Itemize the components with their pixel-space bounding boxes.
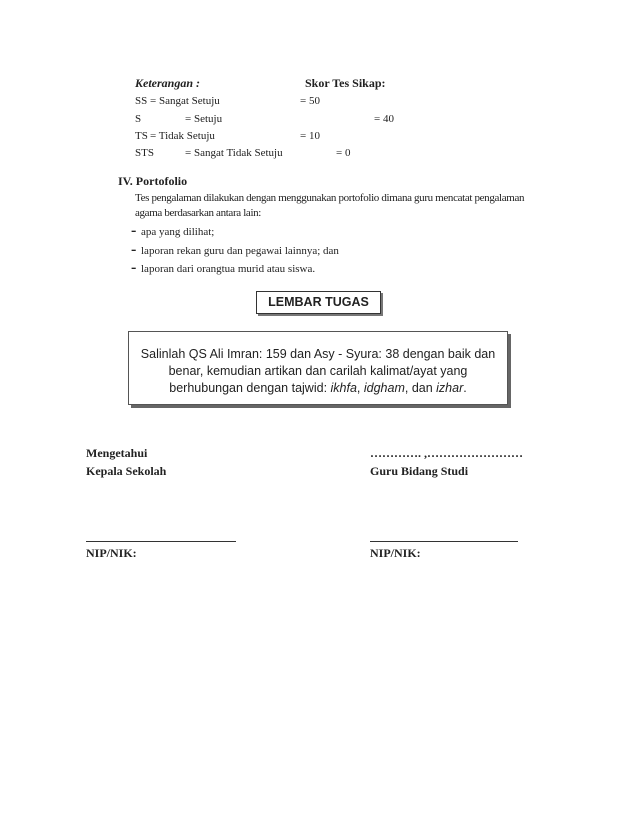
task-title-box: LEMBAR TUGAS (256, 291, 381, 314)
nip-right: NIP/NIK: (370, 546, 421, 560)
task-line-3 (129, 380, 507, 397)
portfolio-bullet-item (131, 222, 214, 240)
signature-line-left (86, 541, 236, 542)
bullet-text: apa yang dilihat; (141, 226, 215, 238)
tajwid-term-izhar: izhar (436, 381, 464, 395)
bullet-dash: - (131, 222, 137, 239)
legend-desc-s: = Setuju (185, 113, 223, 125)
bullet-text: laporan dari orangtua murid atau siswa. (141, 263, 316, 275)
task-end: . (463, 381, 467, 395)
portfolio-paragraph-line1: Tes pengalaman dilakukan dengan menggunakan portofolio dimana guru mencatat pengalaman (135, 192, 525, 204)
legend-header-right: Skor Tes Sikap: (305, 76, 386, 90)
legend-code-ss: SS (135, 95, 148, 107)
task-sep: , dan (404, 381, 437, 395)
legend-code-sts: STS (135, 147, 154, 159)
portfolio-paragraph-line2: agama berdasarkan antara lain: (135, 207, 262, 219)
portfolio-bullet-item (131, 259, 315, 277)
legend-code-ts: TS (135, 130, 148, 142)
tajwid-term-idgham: idgham (363, 381, 405, 395)
task-sep: , (356, 381, 364, 395)
bullet-text: laporan rekan guru dan pegawai lainnya; dan (141, 245, 339, 257)
legend-desc-ts: = Tidak Setuju (150, 130, 215, 142)
task-line-1: Salinlah QS Ali Imran: 159 dan Asy - Syura: 38 dengan baik dan (140, 347, 496, 361)
portfolio-heading: IV. Portofolio (118, 174, 188, 188)
legend-desc-ss: = Sangat Setuju (150, 95, 220, 107)
legend-desc-sts: = Sangat Tidak Setuju (185, 147, 283, 159)
sign-left-line1: Mengetahui (86, 446, 148, 460)
sign-right-date: …………. ,…………………… (370, 446, 523, 460)
signature-line-right (370, 541, 518, 542)
portfolio-bullet-item (131, 241, 339, 259)
legend-header-left: Keterangan : (135, 76, 201, 90)
nip-left: NIP/NIK: (86, 546, 137, 560)
task-instructions-box (128, 331, 508, 405)
sign-right-line2: Guru Bidang Studi (370, 464, 469, 478)
task-line-2: benar, kemudian artikan dan carilah kalimat/ayat yang (168, 364, 468, 378)
bullet-dash: - (131, 259, 137, 276)
sign-left-line2: Kepala Sekolah (86, 464, 167, 478)
legend-score-ss: = 50 (300, 95, 320, 107)
tajwid-term-ikhfa: ikhfa (330, 381, 357, 395)
task-line-3-prefix: berhubungan dengan tajwid: (169, 381, 331, 395)
bullet-dash: - (131, 241, 137, 258)
legend-score-ts: = 10 (300, 130, 320, 142)
legend-code-s: S (135, 113, 142, 125)
legend-score-sts: = 0 (336, 147, 351, 159)
legend-score-s: = 40 (374, 113, 394, 125)
